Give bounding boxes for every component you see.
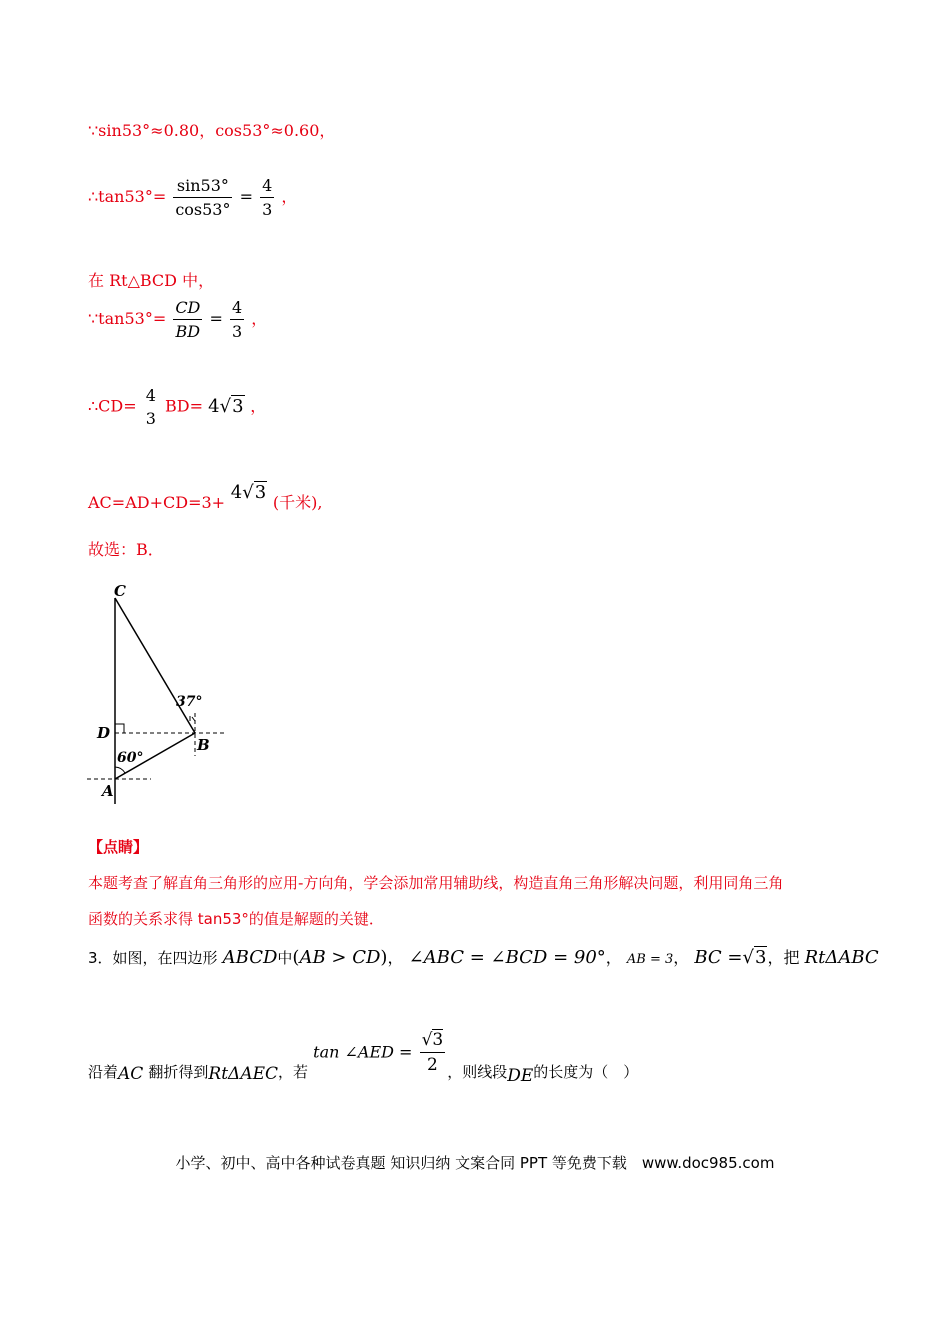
- line4-suffix: ，: [251, 309, 268, 329]
- comment-body-1-text: 本题考查了解直角三角形的应用-方向角，学会添加常用辅助线，构造直角三角形解决问题，利用同角三角: [88, 874, 784, 892]
- coefficient: 4: [208, 395, 220, 417]
- label-angle-37: 37°: [176, 694, 203, 710]
- footer-text: 小学、初中、高中各种试卷真题 知识归纳 文案合同 PPT 等免费下载 www.doc985.com: [175, 1154, 775, 1172]
- problem-lead: 3．如图，在四边形: [88, 949, 218, 967]
- comment-body-1: [88, 872, 783, 893]
- segment-de: DE: [507, 1066, 534, 1087]
- comma: ，: [387, 948, 404, 967]
- line6-prefix: AC=AD+CD=3+: [88, 493, 226, 512]
- comma: ，: [605, 948, 622, 967]
- line5-prefix: ∴CD=: [88, 396, 137, 416]
- line1-text: ∵sin53°≈0.80，cos53°≈0.60，: [88, 121, 336, 140]
- label-c: C: [114, 582, 126, 600]
- problem2-ruo: ，若: [278, 1063, 309, 1082]
- line4-prefix: ∵tan53°=: [88, 309, 167, 329]
- square-root: √3: [219, 395, 244, 417]
- right-angle-mark: [115, 724, 124, 733]
- geometry-figure: [84, 578, 244, 813]
- equals-sign: =: [239, 187, 253, 207]
- solution-line-5: [88, 386, 266, 428]
- comma-ba: ，把: [767, 948, 800, 967]
- ab-value: AB = 3: [626, 952, 674, 967]
- fraction-numerator: 4: [230, 298, 244, 320]
- triangle-abc: RtΔABC: [804, 947, 879, 968]
- radicand: 3: [254, 482, 267, 503]
- fraction-denominator: cos53°: [175, 200, 231, 220]
- root3-over-2-fraction: [420, 1030, 446, 1076]
- quad-name: ABCD: [222, 947, 278, 968]
- label-a: A: [102, 782, 114, 800]
- comma: ，: [673, 948, 690, 967]
- problem2-mid: 翻折得到: [148, 1063, 209, 1082]
- label-angle-60: 60°: [117, 750, 144, 766]
- fraction-numerator: 4: [145, 386, 156, 405]
- solution-line-3: [88, 268, 214, 291]
- solution-line-2: [88, 176, 297, 219]
- comment-body-2-text: 函数的关系求得 tan53°的值是解题的关键．: [88, 910, 384, 928]
- angle-condition: ∠ABC = ∠BCD = 90°: [408, 947, 606, 968]
- solution-line-4: [88, 298, 267, 341]
- fraction-numerator: CD: [173, 298, 202, 320]
- comment-body-2: [88, 908, 384, 929]
- radicand: 3: [432, 1030, 444, 1050]
- fraction-denominator: 2: [426, 1055, 438, 1076]
- problem-line-1: [88, 945, 879, 968]
- comment-title-text: 【点睛】: [88, 838, 149, 856]
- tan-aed: tan ∠AED =: [313, 1042, 413, 1062]
- line2-prefix: ∴tan53°=: [88, 187, 167, 207]
- line6-suffix: (千米),: [272, 493, 323, 512]
- label-d: D: [97, 724, 111, 742]
- solution-line-6: [88, 480, 323, 512]
- radicand: 3: [232, 395, 244, 417]
- square-root: √3: [242, 482, 267, 503]
- cd-bd-fraction: [173, 298, 202, 341]
- square-root: √3: [742, 947, 767, 968]
- four-root-three: [225, 482, 273, 503]
- segment-ac: AC: [118, 1064, 144, 1085]
- four-thirds-fraction: [230, 298, 244, 341]
- condition-paren: (AB > CD): [292, 947, 388, 968]
- condition-text: AB > CD: [299, 947, 381, 968]
- answer-text: 故选：B．: [88, 540, 164, 559]
- problem-zhong: 中: [277, 949, 293, 967]
- page-footer: [0, 1152, 950, 1173]
- fraction-numerator: 4: [260, 176, 274, 198]
- line5-suffix: ，: [250, 396, 267, 416]
- comment-title: [88, 836, 148, 857]
- problem2-lead: 沿着: [88, 1063, 119, 1082]
- coefficient: 4: [230, 482, 243, 503]
- line3-text: 在 Rt△BCD 中，: [88, 271, 215, 290]
- line2-suffix: ，: [281, 187, 298, 207]
- solution-line-7: [88, 537, 164, 560]
- fraction-denominator: 3: [231, 322, 243, 342]
- fraction-numerator: sin53°: [173, 176, 232, 198]
- four-thirds-fraction: [260, 176, 274, 219]
- fraction-denominator: BD: [175, 322, 201, 342]
- four-root-three: [208, 396, 250, 417]
- problem2-after: ，则线段: [447, 1063, 508, 1082]
- bc-label: BC =: [694, 947, 743, 968]
- radicand: 3: [755, 947, 767, 968]
- problem-line-2: [88, 1030, 639, 1087]
- fraction-denominator: 3: [145, 409, 156, 429]
- solution-line-1: [88, 118, 335, 141]
- angle-arc-b: [190, 716, 195, 721]
- fraction-numerator: √3: [420, 1030, 446, 1053]
- triangle-aec: RtΔAEC: [208, 1064, 279, 1085]
- angle-arc-a: [115, 767, 125, 773]
- fraction-denominator: 3: [262, 200, 273, 220]
- line-cb: [115, 598, 195, 733]
- sin-cos-fraction: [173, 176, 232, 219]
- problem2-end: 的长度为（ ）: [533, 1063, 639, 1082]
- four-thirds-fraction: [144, 386, 158, 428]
- equals-sign: =: [209, 309, 223, 329]
- line5-mid: BD=: [165, 396, 204, 416]
- label-b: B: [197, 736, 210, 754]
